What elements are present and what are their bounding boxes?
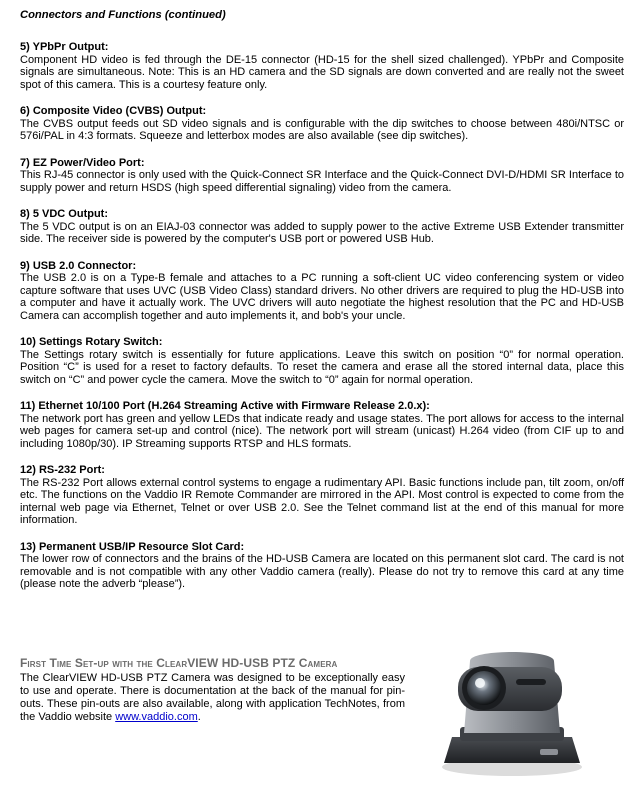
first-time-text: The ClearVIEW HD-USB PTZ Camera was designed to be exceptionally easy to use and operate. There is documentation at the back of the manual for pin-outs. These pin-outs are also available, along with application TechNotes, from the Vaddio website	[20, 672, 405, 723]
first-time-tail: .	[197, 711, 201, 723]
page-header: Connectors and Functions (continued)	[20, 9, 226, 21]
section-usb-connector	[20, 260, 624, 323]
section-title: 11) Ethernet 10/100 Port (H.264 Streaming Active with Firmware Release 2.0.x):	[20, 400, 430, 412]
section-title: 8) 5 VDC Output:	[20, 208, 108, 220]
first-time-body	[20, 672, 405, 724]
section-title: 9) USB 2.0 Connector:	[20, 259, 137, 272]
section-composite-output	[20, 105, 624, 143]
section-5vdc-output	[20, 208, 624, 246]
section-title: 13) Permanent USB/IP Resource Slot Card:	[20, 540, 245, 553]
section-ethernet-port	[20, 400, 624, 450]
section-rotary-switch	[20, 336, 624, 386]
section-body: This RJ-45 connector is only used with the Quick-Connect SR Interface and the Quick-Connect DVI-D/HDMI SR Interface to supply power and return HSDS (high speed differential signaling) video from the camera.	[20, 169, 624, 194]
section-body: The USB 2.0 is on a Type-B female and attaches to a PC running a soft-client UC video conferencing system or video capture software that uses UVC (USB Video Class) standard drivers. No other drivers are required to plug the HD-USB into a computer and have it actually work. The UVC drivers will auto negotiate the highest resolution that the PC and HD-USB Camera can accomplish together and auto implements it, and bob's your uncle.	[20, 272, 624, 322]
first-time-setup	[20, 656, 405, 724]
section-slot-card	[20, 541, 624, 591]
section-rs232-port	[20, 464, 624, 527]
section-body: The 5 VDC output is on an EIAJ-03 connector was added to supply power to the active Extreme USB Extender transmitter side. The receiver side is powered by the computer's USB port or powered USB Hub.	[20, 220, 624, 245]
section-body: The network port has green and yellow LEDs that indicate ready and usage states. The port allows for access to the internal web pages for camera set-up and control (nice). The network port will stream (unicast) H.264 video (from CIF up to and including 1080p/30). IP Streaming supports RTSP and HLS formats.	[20, 412, 624, 450]
section-body: The lower row of connectors and the brains of the HD-USB Camera are located on this permanent slot card. The card is not removable and is not compatible with any other Vaddio camera (really). Please do not try to remove this card at any time (please note the adverb “please”).	[20, 553, 624, 590]
section-title: 12) RS-232 Port:	[20, 464, 105, 476]
section-body: Component HD video is fed through the DE-15 connector (HD-15 for the shell sized challenged). YPbPr and Composite signals are simultaneous. Note: This is an HD camera and the SD signals are down converted and are really not the sweet spot of this camera. This is a courtesy feature only.	[20, 53, 624, 91]
vaddio-website-link[interactable]: www.vaddio.com	[115, 711, 198, 723]
section-ez-power-port	[20, 157, 624, 195]
first-time-title: First Time Set-up with the ClearVIEW HD-USB PTZ Camera	[20, 656, 338, 670]
section-body: The Settings rotary switch is essentially for future applications. Leave this switch on position “0” for normal operation. Position “C” is used for a reset to factory defaults. To reset the camera and erase all the stored internal data, place this switch on “C” and power cycle the camera. Move the switch to “0” again for normal operation.	[20, 348, 624, 386]
section-title: 7) EZ Power/Video Port:	[20, 156, 145, 169]
section-title: 10) Settings Rotary Switch:	[20, 336, 163, 348]
ptz-camera-icon	[430, 641, 590, 779]
section-body: The RS-232 Port allows external control systems to engage a rudimentary API. Basic functions include pan, tilt zoom, on/off etc. The functions on the Vaddio IR Remote Commander are mirrored in the API. Most control is expected to come from the internal web page via Ethernet, Telnet or over USB 2.0. See the Telnet command list at the end of this manual for more information.	[20, 476, 624, 526]
section-ypbpr-output	[20, 41, 624, 91]
section-title: 5) YPbPr Output:	[20, 41, 109, 53]
section-title: 6) Composite Video (CVBS) Output:	[20, 105, 207, 117]
document-page	[20, 9, 624, 605]
section-body: The CVBS output feeds out SD video signals and is configurable with the dip switches to choose between 480i/NTSC or 576i/PAL in 4:3 formats. Squeeze and letterbox modes are also available (see dip switches).	[20, 117, 624, 142]
